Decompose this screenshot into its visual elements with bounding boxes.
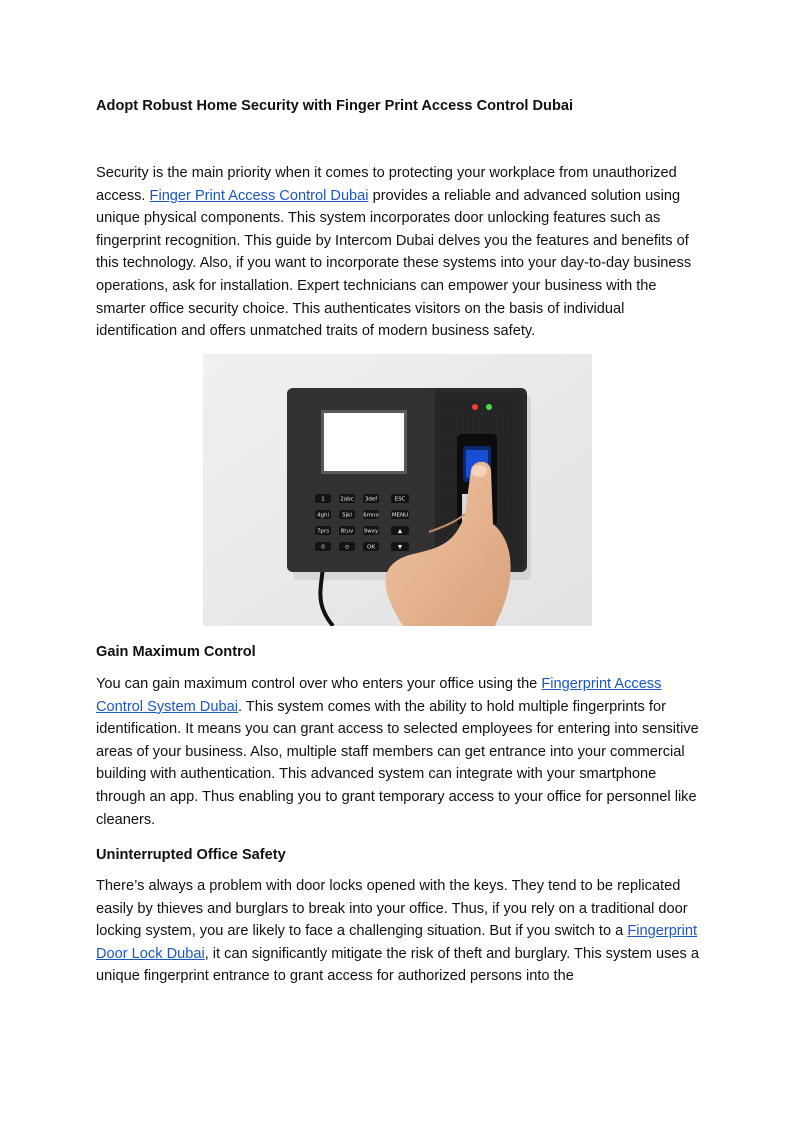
svg-text:3def: 3def: [364, 496, 378, 503]
section-heading-control: Gain Maximum Control: [96, 644, 256, 660]
svg-text:0: 0: [321, 544, 325, 551]
section1-text-after: . This system comes with the ability to hold multiple fingerprints for identification. It means you can grant access to selected employees for entering into sensitive areas of your business. Also, multiple staff members can get entrance into your commercial building with authentication. This advanced system can integrate with your smartphone through an app. Thus enabling you to grant temporary access to your office for personnel like cleaners.: [96, 698, 699, 828]
svg-text:7prs: 7prs: [316, 528, 330, 535]
svg-text:2abc: 2abc: [340, 496, 354, 503]
section2-paragraph: [96, 875, 702, 988]
svg-text:MENU: MENU: [391, 512, 409, 519]
section1-text-before: You can gain maximum control over who enters your office using the: [96, 676, 542, 692]
document-title: Adopt Robust Home Security with Finger Print Access Control Dubai: [96, 98, 574, 114]
svg-text:5jkl: 5jkl: [342, 512, 352, 519]
svg-text:4ghi: 4ghi: [316, 512, 330, 519]
section2-text-after: , it can significantly mitigate the risk of theft and burglary. This system uses a unique fingerprint entrance to grant access for authorized persons into the: [96, 945, 699, 985]
section2-text-before: There’s always a problem with door locks opened with the keys. They tend to be replicated easily by thieves and burglars to break into your office. Thus, if you rely on a traditional door locking system, you are likely to face a challenging situation. But if you switch to a: [96, 878, 688, 940]
intro-paragraph: [96, 162, 702, 343]
svg-text:⊙: ⊙: [344, 544, 350, 551]
intro-text-before: Security is the main priority when it comes to protecting your workplace from unauthorized access.: [96, 165, 677, 204]
svg-text:8tuv: 8tuv: [340, 528, 354, 535]
svg-text:9wxy: 9wxy: [363, 528, 379, 535]
svg-text:6mno: 6mno: [363, 512, 379, 519]
section1-paragraph: [96, 673, 702, 831]
fingerprint-door-lock-link[interactable]: Fingerprint Door Lock Dubai: [96, 923, 698, 962]
svg-text:1: 1: [321, 496, 325, 503]
fingerprint-device-photo: [203, 354, 592, 626]
section-heading-safety: Uninterrupted Office Safety: [96, 847, 286, 863]
svg-text:ESC: ESC: [394, 496, 406, 503]
svg-text:▼: ▼: [397, 544, 403, 551]
svg-text:▲: ▲: [397, 528, 403, 535]
finger-print-access-link[interactable]: Finger Print Access Control Dubai: [149, 187, 369, 204]
intro-text-after: provides a reliable and advanced solution using unique physical components. This system incorporates door unlocking features such as fingerprint recognition. This guide by Intercom Dubai delves you the features and benefits of this technology. Also, if you want to incorporate these systems into your day-to-day business operations, ask for installation. Expert technicians can empower your business with the smarter office security choice. This authenticates visitors on the basis of individual identification and offers unmatched traits of modern business safety.: [96, 187, 692, 340]
fingerprint-device-illustration: [203, 354, 592, 626]
fingerprint-access-control-link[interactable]: Fingerprint Access Control System Dubai: [96, 676, 662, 715]
svg-text:OK: OK: [367, 544, 375, 551]
